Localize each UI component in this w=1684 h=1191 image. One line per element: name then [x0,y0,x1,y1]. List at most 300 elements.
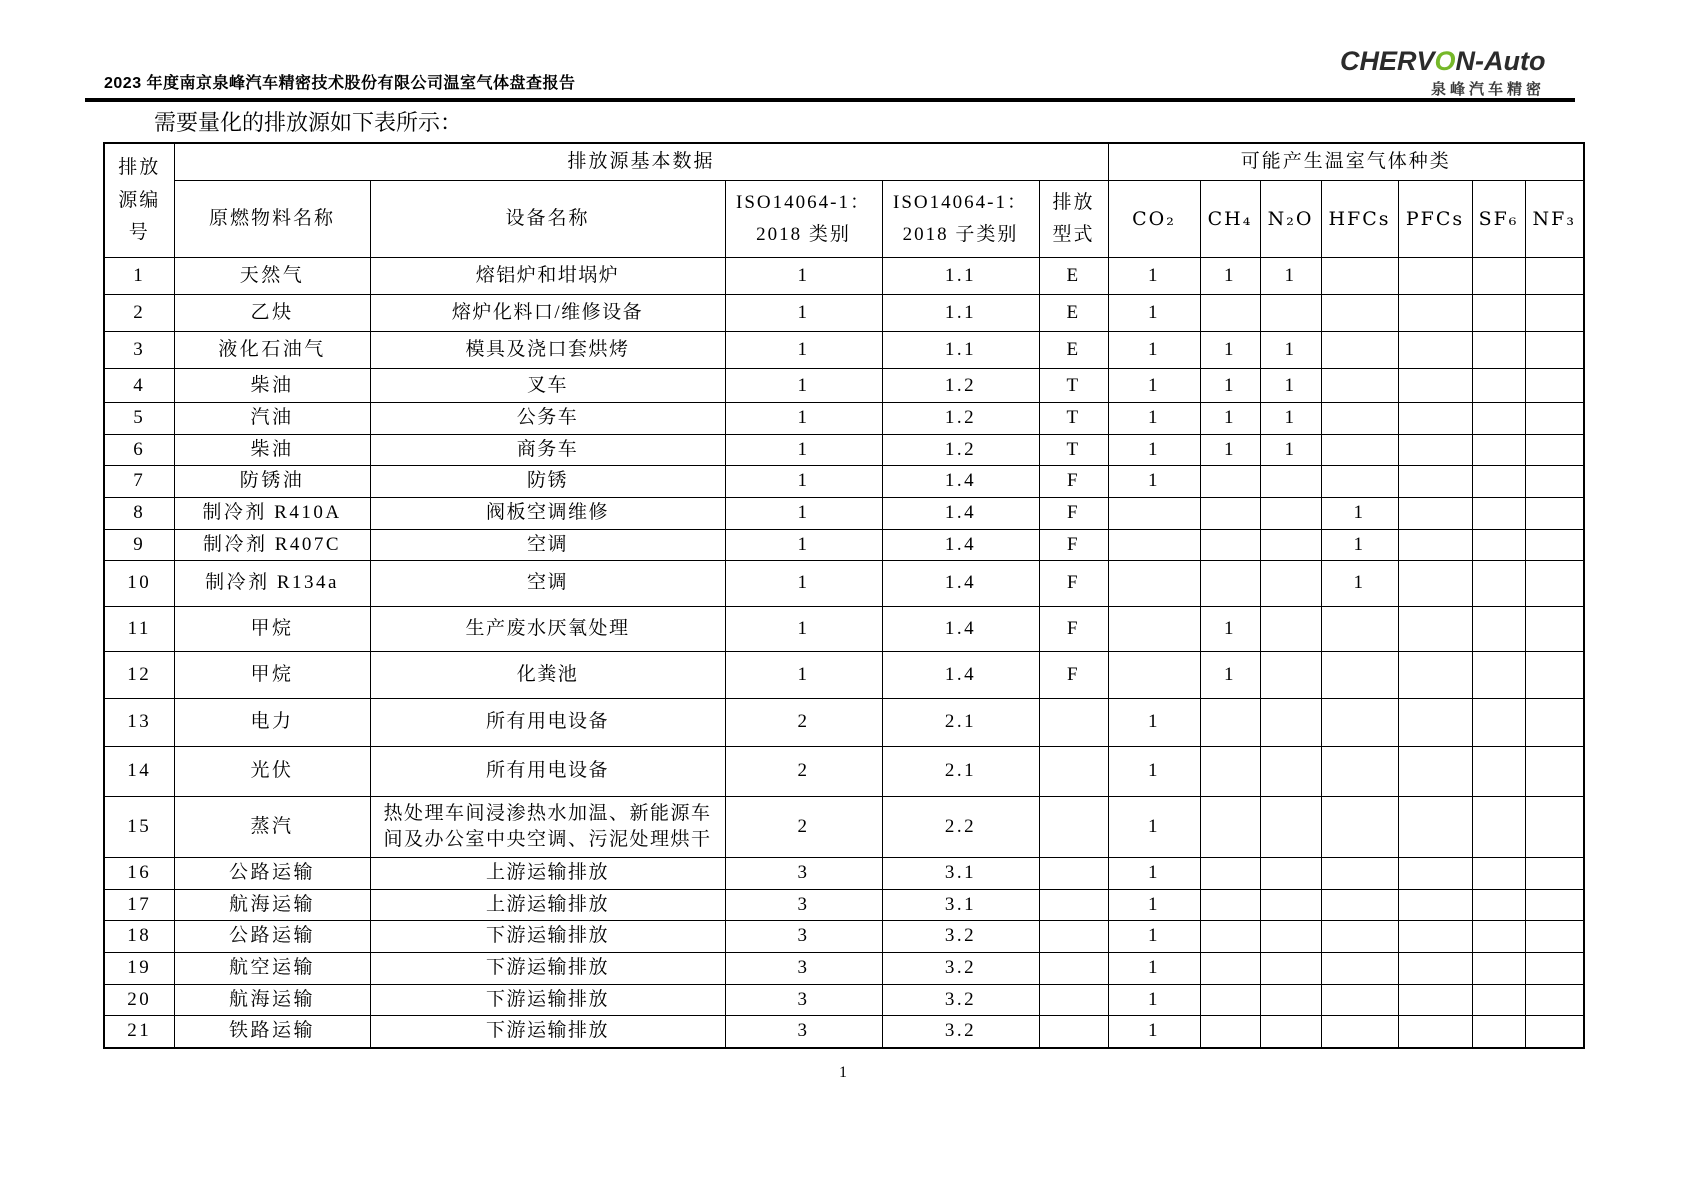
cell-no: 1 [104,258,174,295]
cell-n2o [1260,295,1321,332]
cell-category: 3 [725,953,882,985]
cell-hfcs [1321,984,1398,1016]
cell-pfcs [1398,921,1472,953]
cell-category: 3 [725,984,882,1016]
cell-sf6 [1472,607,1525,652]
table-row [104,466,1584,498]
cell-emission-type: F [1039,498,1108,530]
cell-subcategory: 1.2 [882,369,1039,403]
cell-ch4 [1200,699,1260,747]
cell-pfcs [1398,332,1472,369]
header-iso-subcategory: ISO14064-1：2018 子类别 [882,181,1039,258]
cell-sf6 [1472,466,1525,498]
cell-emission-type: E [1039,295,1108,332]
cell-equipment: 下游运输排放 [370,984,725,1016]
cell-hfcs [1321,858,1398,890]
cell-emission-type: T [1039,369,1108,403]
cell-hfcs [1321,652,1398,699]
cell-emission-type [1039,984,1108,1016]
cell-sf6 [1472,295,1525,332]
cell-equipment: 化粪池 [370,652,725,699]
cell-pfcs [1398,858,1472,890]
cell-category: 2 [725,699,882,747]
cell-pfcs [1398,434,1472,466]
cell-nf3 [1525,984,1584,1016]
cell-emission-type [1039,889,1108,921]
table-row [104,403,1584,435]
cell-n2o [1260,889,1321,921]
cell-subcategory: 3.1 [882,858,1039,890]
header-divider-rule [85,98,1575,102]
cell-nf3 [1525,332,1584,369]
cell-category: 1 [725,529,882,561]
cell-sf6 [1472,858,1525,890]
cell-n2o [1260,466,1321,498]
table-row [104,652,1584,699]
cell-co2 [1108,561,1200,607]
cell-no: 21 [104,1016,174,1048]
cell-no: 16 [104,858,174,890]
cell-co2 [1108,607,1200,652]
header-gas-types-group: 可能产生温室气体种类 [1108,143,1584,181]
cell-ch4: 1 [1200,607,1260,652]
cell-sf6 [1472,529,1525,561]
cell-subcategory: 1.1 [882,332,1039,369]
cell-pfcs [1398,561,1472,607]
cell-co2: 1 [1108,403,1200,435]
cell-nf3 [1525,498,1584,530]
cell-co2: 1 [1108,258,1200,295]
table-row [104,434,1584,466]
cell-no: 12 [104,652,174,699]
cell-category: 3 [725,858,882,890]
table-row [104,921,1584,953]
header-n2o: N₂O [1260,181,1321,258]
cell-no: 6 [104,434,174,466]
header-emission-type: 排放型式 [1039,181,1108,258]
cell-pfcs [1398,607,1472,652]
cell-sf6 [1472,369,1525,403]
cell-co2: 1 [1108,889,1200,921]
header-sf6: SF₆ [1472,181,1525,258]
cell-hfcs [1321,332,1398,369]
cell-emission-type: T [1039,434,1108,466]
cell-category: 1 [725,369,882,403]
cell-material: 制冷剂 R134a [174,561,370,607]
cell-nf3 [1525,858,1584,890]
cell-no: 3 [104,332,174,369]
cell-emission-type [1039,953,1108,985]
cell-pfcs [1398,466,1472,498]
cell-material: 制冷剂 R410A [174,498,370,530]
cell-subcategory: 3.1 [882,889,1039,921]
cell-no: 2 [104,295,174,332]
cell-n2o [1260,561,1321,607]
cell-n2o [1260,858,1321,890]
cell-material: 汽油 [174,403,370,435]
cell-hfcs [1321,466,1398,498]
cell-ch4: 1 [1200,332,1260,369]
cell-no: 10 [104,561,174,607]
cell-equipment: 所有用电设备 [370,747,725,797]
cell-no: 8 [104,498,174,530]
cell-pfcs [1398,369,1472,403]
cell-hfcs [1321,434,1398,466]
cell-no: 17 [104,889,174,921]
header-equipment: 设备名称 [370,181,725,258]
cell-material: 航海运输 [174,889,370,921]
cell-sf6 [1472,498,1525,530]
cell-emission-type [1039,699,1108,747]
cell-co2: 1 [1108,369,1200,403]
cell-ch4 [1200,1016,1260,1048]
cell-sf6 [1472,258,1525,295]
cell-sf6 [1472,332,1525,369]
cell-sf6 [1472,434,1525,466]
cell-hfcs: 1 [1321,529,1398,561]
cell-co2: 1 [1108,332,1200,369]
cell-material: 航空运输 [174,953,370,985]
brand-wordmark [1340,48,1545,75]
cell-emission-type: T [1039,403,1108,435]
cell-nf3 [1525,953,1584,985]
cell-material: 公路运输 [174,921,370,953]
cell-equipment: 下游运输排放 [370,921,725,953]
cell-sf6 [1472,403,1525,435]
cell-co2 [1108,498,1200,530]
cell-subcategory: 1.2 [882,403,1039,435]
cell-hfcs: 1 [1321,498,1398,530]
page-number: 1 [839,1064,847,1081]
brand-text-suffix: N-Auto [1455,46,1546,76]
cell-material: 柴油 [174,434,370,466]
cell-material: 甲烷 [174,652,370,699]
cell-equipment: 阀板空调维修 [370,498,725,530]
cell-subcategory: 2.1 [882,699,1039,747]
cell-emission-type: F [1039,466,1108,498]
cell-equipment: 熔铝炉和坩埚炉 [370,258,725,295]
table-row [104,369,1584,403]
cell-no: 20 [104,984,174,1016]
cell-category: 1 [725,466,882,498]
cell-subcategory: 1.1 [882,258,1039,295]
cell-emission-type: F [1039,607,1108,652]
table-row [104,1016,1584,1048]
cell-co2: 1 [1108,747,1200,797]
table-column-header-row [104,181,1584,258]
cell-n2o [1260,747,1321,797]
cell-pfcs [1398,258,1472,295]
cell-hfcs [1321,797,1398,858]
cell-material: 柴油 [174,369,370,403]
cell-equipment: 生产废水厌氧处理 [370,607,725,652]
table-row [104,858,1584,890]
table-row [104,529,1584,561]
cell-hfcs [1321,747,1398,797]
cell-sf6 [1472,1016,1525,1048]
cell-n2o: 1 [1260,434,1321,466]
intro-text: 需要量化的排放源如下表所示： [154,110,463,135]
cell-material: 电力 [174,699,370,747]
cell-pfcs [1398,984,1472,1016]
cell-sf6 [1472,797,1525,858]
cell-equipment: 下游运输排放 [370,953,725,985]
cell-nf3 [1525,747,1584,797]
cell-nf3 [1525,295,1584,332]
cell-subcategory: 3.2 [882,1016,1039,1048]
cell-ch4: 1 [1200,369,1260,403]
cell-nf3 [1525,369,1584,403]
cell-nf3 [1525,1016,1584,1048]
cell-category: 1 [725,498,882,530]
cell-co2: 1 [1108,921,1200,953]
cell-ch4 [1200,561,1260,607]
cell-subcategory: 2.1 [882,747,1039,797]
cell-equipment: 下游运输排放 [370,1016,725,1048]
cell-equipment: 防锈 [370,466,725,498]
cell-n2o [1260,1016,1321,1048]
table-row [104,498,1584,530]
cell-n2o [1260,607,1321,652]
cell-emission-type: E [1039,258,1108,295]
cell-ch4 [1200,498,1260,530]
cell-n2o [1260,529,1321,561]
cell-pfcs [1398,652,1472,699]
cell-nf3 [1525,258,1584,295]
cell-category: 1 [725,607,882,652]
cell-category: 1 [725,561,882,607]
cell-emission-type: F [1039,529,1108,561]
cell-category: 2 [725,747,882,797]
cell-subcategory: 1.4 [882,466,1039,498]
cell-sf6 [1472,652,1525,699]
cell-pfcs [1398,529,1472,561]
brand-logo [1340,48,1545,99]
cell-equipment: 公务车 [370,403,725,435]
table-row [104,953,1584,985]
table-row [104,561,1584,607]
table-row [104,984,1584,1016]
cell-hfcs [1321,258,1398,295]
cell-subcategory: 1.4 [882,607,1039,652]
cell-n2o [1260,984,1321,1016]
table-row [104,332,1584,369]
cell-equipment: 叉车 [370,369,725,403]
cell-material: 蒸汽 [174,797,370,858]
cell-sf6 [1472,921,1525,953]
cell-ch4 [1200,953,1260,985]
cell-material: 液化石油气 [174,332,370,369]
cell-hfcs [1321,921,1398,953]
cell-emission-type [1039,1016,1108,1048]
cell-sf6 [1472,699,1525,747]
cell-nf3 [1525,403,1584,435]
cell-subcategory: 1.4 [882,652,1039,699]
cell-sf6 [1472,561,1525,607]
cell-subcategory: 1.4 [882,498,1039,530]
table-row [104,797,1584,858]
cell-material: 光伏 [174,747,370,797]
cell-pfcs [1398,747,1472,797]
cell-ch4: 1 [1200,652,1260,699]
cell-sf6 [1472,747,1525,797]
header-basic-data-group: 排放源基本数据 [174,143,1108,181]
cell-n2o [1260,953,1321,985]
table-group-header-row [104,143,1584,181]
cell-no: 18 [104,921,174,953]
cell-material: 航海运输 [174,984,370,1016]
cell-category: 1 [725,258,882,295]
header-iso-category: ISO14064-1：2018 类别 [725,181,882,258]
cell-emission-type [1039,921,1108,953]
cell-pfcs [1398,1016,1472,1048]
cell-material: 防锈油 [174,466,370,498]
cell-ch4 [1200,797,1260,858]
cell-no: 19 [104,953,174,985]
cell-co2: 1 [1108,1016,1200,1048]
cell-ch4 [1200,295,1260,332]
header-hfcs: HFCs [1321,181,1398,258]
cell-pfcs [1398,295,1472,332]
cell-co2: 1 [1108,984,1200,1016]
cell-n2o [1260,797,1321,858]
cell-equipment: 上游运输排放 [370,858,725,890]
cell-material: 天然气 [174,258,370,295]
table-row [104,747,1584,797]
cell-hfcs [1321,607,1398,652]
cell-equipment: 所有用电设备 [370,699,725,747]
cell-category: 3 [725,1016,882,1048]
cell-emission-type [1039,797,1108,858]
cell-subcategory: 1.4 [882,561,1039,607]
table-row [104,295,1584,332]
cell-subcategory: 3.2 [882,953,1039,985]
brand-o: O [1434,46,1456,76]
cell-pfcs [1398,953,1472,985]
table-row [104,699,1584,747]
cell-ch4 [1200,889,1260,921]
cell-sf6 [1472,984,1525,1016]
cell-category: 2 [725,797,882,858]
emission-source-table-wrap [103,142,1585,1049]
cell-n2o [1260,498,1321,530]
cell-pfcs [1398,797,1472,858]
cell-co2: 1 [1108,295,1200,332]
cell-category: 3 [725,889,882,921]
cell-material: 乙炔 [174,295,370,332]
cell-no: 13 [104,699,174,747]
cell-n2o: 1 [1260,332,1321,369]
cell-n2o [1260,921,1321,953]
cell-nf3 [1525,561,1584,607]
cell-hfcs [1321,369,1398,403]
emission-table-body [104,258,1584,1048]
cell-no: 14 [104,747,174,797]
cell-category: 1 [725,652,882,699]
cell-material: 公路运输 [174,858,370,890]
cell-subcategory: 2.2 [882,797,1039,858]
cell-co2: 1 [1108,434,1200,466]
cell-no: 11 [104,607,174,652]
cell-co2: 1 [1108,953,1200,985]
cell-equipment: 空调 [370,561,725,607]
cell-ch4: 1 [1200,434,1260,466]
cell-nf3 [1525,889,1584,921]
cell-n2o: 1 [1260,369,1321,403]
cell-sf6 [1472,953,1525,985]
cell-pfcs [1398,403,1472,435]
cell-equipment: 商务车 [370,434,725,466]
cell-nf3 [1525,797,1584,858]
cell-emission-type [1039,858,1108,890]
cell-no: 4 [104,369,174,403]
cell-no: 9 [104,529,174,561]
cell-material: 铁路运输 [174,1016,370,1048]
cell-hfcs [1321,295,1398,332]
cell-pfcs [1398,699,1472,747]
cell-ch4 [1200,984,1260,1016]
brand-text-prefix: CHERV [1340,46,1435,76]
cell-hfcs [1321,953,1398,985]
cell-emission-type [1039,747,1108,797]
cell-hfcs: 1 [1321,561,1398,607]
cell-nf3 [1525,466,1584,498]
cell-equipment: 模具及浇口套烘烤 [370,332,725,369]
cell-ch4 [1200,466,1260,498]
cell-co2 [1108,529,1200,561]
cell-sf6 [1472,889,1525,921]
cell-nf3 [1525,529,1584,561]
cell-ch4: 1 [1200,403,1260,435]
cell-hfcs [1321,889,1398,921]
cell-nf3 [1525,921,1584,953]
cell-no: 15 [104,797,174,858]
table-row [104,889,1584,921]
cell-category: 1 [725,295,882,332]
cell-emission-type: F [1039,561,1108,607]
cell-co2: 1 [1108,797,1200,858]
cell-co2: 1 [1108,699,1200,747]
cell-material: 甲烷 [174,607,370,652]
cell-hfcs [1321,699,1398,747]
cell-no: 7 [104,466,174,498]
cell-n2o: 1 [1260,258,1321,295]
cell-subcategory: 3.2 [882,921,1039,953]
cell-n2o [1260,652,1321,699]
brand-chinese-name: 泉峰汽车精密 [1430,81,1545,98]
cell-ch4 [1200,921,1260,953]
header-pfcs: PFCs [1398,181,1472,258]
cell-emission-type: E [1039,332,1108,369]
cell-category: 1 [725,403,882,435]
cell-subcategory: 1.1 [882,295,1039,332]
cell-pfcs [1398,889,1472,921]
cell-hfcs [1321,1016,1398,1048]
cell-category: 1 [725,332,882,369]
cell-ch4 [1200,858,1260,890]
emission-source-table [103,142,1585,1049]
header-source-number: 排放源编号 [104,143,174,258]
cell-nf3 [1525,699,1584,747]
cell-pfcs [1398,498,1472,530]
cell-ch4 [1200,529,1260,561]
cell-subcategory: 1.2 [882,434,1039,466]
cell-ch4 [1200,747,1260,797]
cell-no: 5 [104,403,174,435]
header-co2: CO₂ [1108,181,1200,258]
cell-subcategory: 1.4 [882,529,1039,561]
cell-n2o [1260,699,1321,747]
